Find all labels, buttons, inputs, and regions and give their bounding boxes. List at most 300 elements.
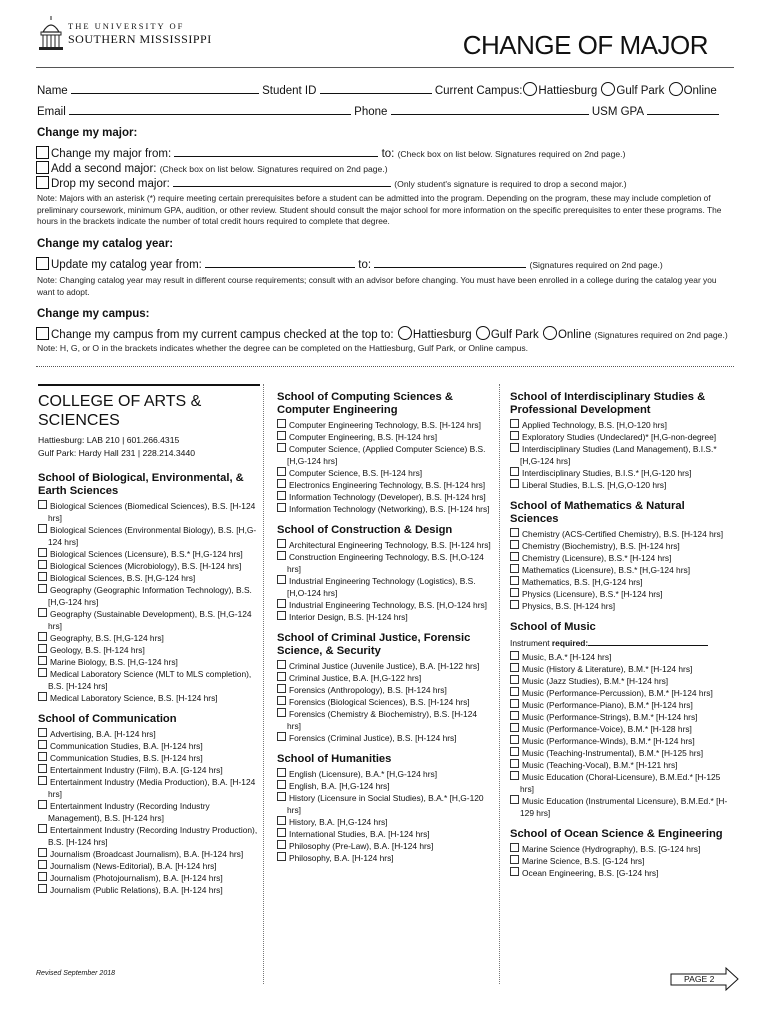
change-major-note: (Check box on list below. Signatures required on 2nd page.) [397,149,626,159]
major-option[interactable] [38,884,260,896]
school-heading: School of Construction & Design [277,524,453,536]
major-option[interactable] [510,552,732,564]
drop-major-field[interactable] [173,176,391,187]
major-option-label: Marine Science (Hydrography), B.S. [G-124 hrs] [522,844,701,854]
major-checkbox[interactable] [38,584,47,593]
major-checkbox[interactable] [277,443,286,452]
drop-major-option [36,176,627,190]
major-option-label: Interdisciplinary Studies (Land Management), B.I.S.* [H,G-124 hrs] [520,444,717,466]
instrument-required-label: required: [551,638,589,648]
major-option-label: Music (History & Literature), B.M.* [H-124 hrs] [522,664,693,674]
major-option-label: Music (Performance-Percussion), B.M.* [H-124 hrs] [522,688,713,698]
major-option-label: Criminal Justice (Juvenile Justice), B.A. [H-122 hrs] [289,661,480,671]
college-column [38,384,260,896]
major-checkbox[interactable] [38,800,47,809]
change-major-label: Change my major from: [51,148,172,160]
major-checkbox[interactable] [277,419,286,428]
major-checkbox[interactable] [277,551,286,560]
major-checkbox[interactable] [38,848,47,857]
major-option[interactable] [277,708,491,732]
major-option[interactable] [38,668,260,692]
major-option[interactable] [510,723,732,735]
major-checkbox[interactable] [277,840,286,849]
revised-date: Revised September 2018 [36,970,115,977]
major-checkbox[interactable] [510,479,519,488]
major-checkbox[interactable] [510,855,519,864]
major-option[interactable] [277,503,491,515]
college-box [38,384,260,460]
major-checkbox[interactable] [510,759,519,768]
major-option[interactable] [510,528,732,540]
major-option[interactable] [510,795,732,819]
major-option-label: Geography, B.S. [H,G-124 hrs] [50,633,164,643]
email-row [37,104,719,118]
major-option-label: Ocean Engineering, B.S. [G-124 hrs] [522,868,659,878]
major-option[interactable] [510,855,732,867]
major-option-label: Music (Performance-Piano), B.M.* [H-124 hrs] [522,700,693,710]
major-option-label: Biological Sciences (Biomedical Sciences), B.S. [H-124 hrs] [48,501,256,523]
major-option[interactable] [277,828,491,840]
major-option-label: Journalism (News-Editorial), B.A. [H-124 hrs] [50,861,217,871]
major-checkbox[interactable] [510,699,519,708]
major-checkbox[interactable] [38,824,47,833]
current-campus-label: Current Campus: [434,85,523,97]
school-heading: School of Interdisciplinary Studies & Professional Development [510,391,706,416]
major-option-label: International Studies, B.A. [H-124 hrs] [289,829,430,839]
major-option-label: Philosophy (Pre-Law), B.A. [H-124 hrs] [289,841,434,851]
major-option-label: Architectural Engineering Technology, B.S. [H-124 hrs] [289,540,491,550]
student-id-field[interactable] [320,83,432,94]
major-option[interactable] [38,548,260,560]
major-checkbox[interactable] [510,419,519,428]
major-option[interactable] [510,431,732,443]
new-campus-online-radio[interactable] [543,326,557,340]
phone-field[interactable] [391,104,589,115]
majors-note: Note: Majors with an asterisk (*) require meeting certain prerequisites before a student can be admitted into the program. Depending on the program, these may include completion of preliminary coursework, minimum GPA, audition, or other review. Student should consult the major school for more information on the specific prerequisites to enter these programs. The hours in the brackets indicate the number of total credit hours required to complete that degree. [37,193,722,226]
college-hattiesburg-contact: Hattiesburg: LAB 210 | 601.266.4315 [38,435,180,445]
major-option[interactable] [277,491,491,503]
major-checkbox[interactable] [277,768,286,777]
major-option-label: Medical Laboratory Science (MLT to MLS completion), B.S. [H-124 hrs] [48,669,252,691]
major-checkbox[interactable] [38,860,47,869]
major-option-label: Entertainment Industry (Media Production), B.A. [H-124 hrs] [48,777,256,799]
major-option[interactable] [510,564,732,576]
major-option[interactable] [38,608,260,632]
major-option-label: Communication Studies, B.S. [H-124 hrs] [50,753,203,763]
major-option[interactable] [38,692,260,704]
major-option-label: Applied Technology, B.S. [H,O-120 hrs] [522,420,667,430]
school-heading: School of Mathematics & Natural Sciences [510,500,685,525]
major-checkbox[interactable] [510,795,519,804]
major-option[interactable] [510,663,732,675]
major-checkbox[interactable] [510,600,519,609]
major-checkbox[interactable] [510,843,519,852]
email-label: Email [37,106,66,118]
add-major-checkbox[interactable] [36,161,49,174]
major-checkbox[interactable] [510,588,519,597]
column-2-schools [277,391,491,864]
major-checkbox[interactable] [277,780,286,789]
major-option-label: Music Education (Choral-Licensure), B.M.Ed.* [H-125 hrs] [520,772,721,794]
college-schools [38,472,260,896]
major-checkbox[interactable] [510,651,519,660]
campus-gulfpark-radio[interactable] [601,82,615,96]
major-checkbox[interactable] [277,599,286,608]
add-major-label: Add a second major: [51,163,157,175]
major-option[interactable] [510,479,732,491]
name-label: Name [37,85,68,97]
major-checkbox[interactable] [277,672,286,681]
major-checkbox[interactable] [510,467,519,476]
major-checkbox[interactable] [277,684,286,693]
major-option-label: Electronics Engineering Technology, B.S. [H-124 hrs] [289,480,486,490]
catalog-to-field[interactable] [374,257,526,268]
major-checkbox[interactable] [510,711,519,720]
new-campus-online-label: Online [557,329,592,341]
major-option[interactable] [277,431,491,443]
new-campus-hattiesburg-radio[interactable] [398,326,412,340]
major-option-label: Computer Science, B.S. [H-124 hrs] [289,468,423,478]
major-option-label: Criminal Justice, B.A. [H,G-122 hrs] [289,673,422,683]
add-major-option [36,161,388,175]
major-checkbox[interactable] [510,552,519,561]
major-option[interactable] [38,800,260,824]
major-option[interactable] [277,852,491,864]
major-option-label: English (Licensure), B.A.* [H,G-124 hrs] [289,769,438,779]
major-checkbox[interactable] [510,723,519,732]
major-checkbox[interactable] [277,696,286,705]
major-option[interactable] [38,848,260,860]
major-option[interactable] [510,600,732,612]
major-option[interactable] [38,644,260,656]
major-option-label: Forensics (Anthropology), B.S. [H-124 hrs] [289,685,447,695]
page-2-label: PAGE 2 [684,974,715,984]
major-checkbox[interactable] [38,776,47,785]
school-heading: School of Criminal Justice, Forensic Science, & Security [277,632,471,657]
schools-column-3 [510,385,732,879]
major-checkbox[interactable] [38,764,47,773]
major-option[interactable] [38,632,260,644]
campus-online-radio[interactable] [669,82,683,96]
major-option[interactable] [38,560,260,572]
major-option-label: Geology, B.S. [H-124 hrs] [50,645,145,655]
major-option[interactable] [277,467,491,479]
major-option-label: Journalism (Public Relations), B.A. [H-124 hrs] [50,885,223,895]
major-option[interactable] [277,840,491,852]
major-option-label: Interdisciplinary Studies, B.I.S.* [H,G-120 hrs] [522,468,692,478]
major-option[interactable] [38,776,260,800]
instrument-field-row [510,636,732,649]
logo-line1: THE UNIVERSITY OF [68,21,185,31]
university-logo [38,14,238,54]
major-option-label: Exploratory Studies (Undeclared)* [H,G-non-degree] [522,432,717,442]
major-option-label: Music (Performance-Strings), B.M.* [H-124 hrs] [522,712,698,722]
major-option[interactable] [277,732,491,744]
major-checkbox[interactable] [38,872,47,881]
campus-online-label: Online [683,85,717,97]
major-checkbox[interactable] [38,668,47,677]
major-option-label: Journalism (Broadcast Journalism), B.A. [H-124 hrs] [50,849,244,859]
major-option-label: Chemistry (Biochemistry), B.S. [H-124 hrs] [522,541,680,551]
logo-line2: SOUTHERN MISSISSIPPI [68,32,212,46]
page-2-link[interactable] [670,966,740,992]
catalog-sig-note: (Signatures required on 2nd page.) [529,260,663,270]
add-major-note: (Check box on list below. Signatures required on 2nd page.) [159,164,388,174]
major-option[interactable] [277,684,491,696]
major-option-label: Physics, B.S. [H-124 hrs] [522,601,616,611]
major-option[interactable] [38,872,260,884]
major-checkbox[interactable] [38,524,47,533]
major-checkbox[interactable] [277,479,286,488]
change-major-option [36,146,625,160]
major-option-label: Information Technology (Networking), B.S. [H-124 hrs] [289,504,490,514]
major-checkbox[interactable] [38,560,47,569]
major-option-label: Biological Sciences (Environmental Biology), B.S. [H,G-124 hrs] [48,525,257,547]
major-option-label: Interior Design, B.S. [H-124 hrs] [289,612,408,622]
major-option-label: History (Licensure in Social Studies), B.A.* [H,G-120 hrs] [287,793,484,815]
major-option-label: Biological Sciences, B.S. [H,G-124 hrs] [50,573,196,583]
catalog-checkbox[interactable] [36,257,49,270]
major-checkbox[interactable] [38,644,47,653]
major-option-label: Liberal Studies, B.L.S. [H,G,O-120 hrs] [522,480,667,490]
new-campus-hattiesburg-label: Hattiesburg [412,329,472,341]
major-option[interactable] [510,576,732,588]
major-checkbox[interactable] [277,828,286,837]
college-gulfpark-contact: Gulf Park: Hardy Hall 231 | 228.214.3440 [38,448,196,458]
major-option[interactable] [277,599,491,611]
major-option[interactable] [277,792,491,816]
major-option-label: Entertainment Industry (Film), B.A. [G-124 hrs] [50,765,223,775]
major-option[interactable] [510,759,732,771]
catalog-label: Update my catalog year from: [51,259,202,271]
major-option[interactable] [38,524,260,548]
new-campus-gulfpark-radio[interactable] [476,326,490,340]
major-option-label: History, B.A. [H,G-124 hrs] [289,817,388,827]
major-checkbox[interactable] [510,771,519,780]
major-option[interactable] [510,867,732,879]
major-checkbox[interactable] [510,576,519,585]
campus-note: Note: H, G, or O in the brackets indicates whether the degree can be completed on the Hattiesburg, Gulf Park, or Online campus. [37,343,529,353]
major-option-label: Information Technology (Developer), B.S. [H-124 hrs] [289,492,486,502]
major-checkbox[interactable] [277,431,286,440]
major-option[interactable] [277,551,491,575]
major-option-label: Forensics (Biological Sciences), B.S. [H-124 hrs] [289,697,470,707]
major-option-label: Forensics (Criminal Justice), B.S. [H-124 hrs] [289,733,457,743]
campus-hattiesburg-radio[interactable] [523,82,537,96]
major-checkbox[interactable] [277,732,286,741]
email-field[interactable] [69,104,351,115]
major-option[interactable] [38,572,260,584]
gpa-field[interactable] [647,104,719,115]
major-checkbox[interactable] [38,740,47,749]
major-option[interactable] [38,860,260,872]
drop-major-label: Drop my second major: [51,178,170,190]
major-option[interactable] [510,467,732,479]
major-option-label: Music (Teaching-Instrumental), B.M.* [H-125 hrs] [522,748,704,758]
major-option-label: Mathematics (Licensure), B.S.* [H,G-124 hrs] [522,565,691,575]
campus-sig-note: (Signatures required on 2nd page.) [594,330,728,340]
phone-label: Phone [354,106,388,118]
major-option[interactable] [510,747,732,759]
major-option[interactable] [277,575,491,599]
major-checkbox[interactable] [510,735,519,744]
major-checkbox[interactable] [277,708,286,717]
major-option[interactable] [510,735,732,747]
major-option[interactable] [38,764,260,776]
major-option[interactable] [510,443,732,467]
major-option[interactable] [277,611,491,623]
major-checkbox[interactable] [510,431,519,440]
major-checkbox[interactable] [38,572,47,581]
major-checkbox[interactable] [38,752,47,761]
catalog-note: Note: Changing catalog year may result in different course requirements; consult with an advisor before changing. You must have been enrolled in a college during the catalog year you want to adopt. [37,275,717,297]
schools-column-2 [277,385,491,864]
catalog-option [36,257,663,271]
major-checkbox[interactable] [510,564,519,573]
major-option-label: Communication Studies, B.A. [H-124 hrs] [50,741,203,751]
major-option[interactable] [38,728,260,740]
major-option[interactable] [38,740,260,752]
name-field[interactable] [71,83,259,94]
major-checkbox[interactable] [277,491,286,500]
major-option-label: Physics (Licensure), B.S.* [H-124 hrs] [522,589,663,599]
major-option[interactable] [38,500,260,524]
name-row [37,82,717,97]
major-checkbox[interactable] [38,608,47,617]
major-option[interactable] [510,711,732,723]
major-option-label: Marine Science, B.S. [G-124 hrs] [522,856,645,866]
major-option-label: Computer Engineering Technology, B.S. [H-124 hrs] [289,420,481,430]
major-option-label: Industrial Engineering Technology (Logistics), B.S. [H,O-124 hrs] [287,576,476,598]
major-checkbox[interactable] [510,443,519,452]
major-option[interactable] [510,540,732,552]
major-option[interactable] [38,584,260,608]
major-option-label: Journalism (Photojournalism), B.A. [H-124 hrs] [50,873,223,883]
major-checkbox[interactable] [277,792,286,801]
major-checkbox[interactable] [277,611,286,620]
student-id-label: Student ID [262,85,317,97]
major-option-label: Forensics (Chemistry & Biochemistry), B.S. [H-124 hrs] [287,709,478,731]
major-checkbox[interactable] [38,728,47,737]
major-option-label: Entertainment Industry (Recording Industry Production), B.S. [H-124 hrs] [48,825,258,847]
major-option[interactable] [510,651,732,663]
major-option-label: Advertising, B.A. [H-124 hrs] [50,729,156,739]
major-checkbox[interactable] [510,867,519,876]
major-checkbox[interactable] [277,816,286,825]
major-option-label: Chemistry (Licensure), B.S.* [H-124 hrs] [522,553,672,563]
major-option-label: Computer Engineering, B.S. [H-124 hrs] [289,432,438,442]
major-checkbox[interactable] [510,663,519,672]
major-option[interactable] [277,443,491,467]
major-option[interactable] [277,539,491,551]
major-checkbox[interactable] [277,852,286,861]
major-option-label: Marine Biology, B.S. [H,G-124 hrs] [50,657,178,667]
school-heading: School of Humanities [277,753,392,765]
major-option-label: Medical Laboratory Science, B.S. [H-124 hrs] [50,693,218,703]
major-option[interactable] [510,419,732,431]
major-option-label: Geography (Geographic Information Technology), B.S. [H,G-124 hrs] [48,585,252,607]
major-checkbox[interactable] [510,675,519,684]
major-option[interactable] [277,479,491,491]
major-checkbox[interactable] [38,500,47,509]
major-option[interactable] [277,816,491,828]
column-divider-2 [499,384,500,984]
major-checkbox[interactable] [277,575,286,584]
major-checkbox[interactable] [38,548,47,557]
major-checkbox[interactable] [277,467,286,476]
major-option[interactable] [277,780,491,792]
catalog-to-label: to: [358,259,372,271]
change-major-checkbox[interactable] [36,146,49,159]
major-option[interactable] [510,699,732,711]
major-option-label: Music (Teaching-Vocal), B.M.* [H-121 hrs] [522,760,678,770]
major-checkbox[interactable] [38,884,47,893]
major-option[interactable] [38,752,260,764]
major-from-field[interactable] [174,146,378,157]
page-title: CHANGE OF MAJOR [462,30,708,60]
major-option[interactable] [277,672,491,684]
major-option-label: Chemistry (ACS-Certified Chemistry), B.S. [H-124 hrs] [522,529,724,539]
major-option-label: Construction Engineering Technology, B.S. [H,O-124 hrs] [287,552,484,574]
major-to-label: to: [381,148,395,160]
campus-gulfpark-label: Gulf Park [616,85,665,97]
major-option[interactable] [38,656,260,668]
header-divider [36,67,734,68]
major-option[interactable] [510,771,732,795]
major-option[interactable] [277,660,491,672]
instrument-field[interactable] [588,636,708,646]
school-heading: School of Computing Sciences & Computer Engineering [277,391,453,416]
major-checkbox[interactable] [510,540,519,549]
major-option[interactable] [510,588,732,600]
major-option[interactable] [277,419,491,431]
major-option[interactable] [510,675,732,687]
major-checkbox[interactable] [510,747,519,756]
major-option[interactable] [277,768,491,780]
catalog-heading: Change my catalog year: [37,238,174,250]
major-option-label: Mathematics, B.S. [H,G-124 hrs] [522,577,643,587]
major-option-label: Computer Science, (Applied Computer Science) B.S. [H,G-124 hrs] [287,444,486,466]
column-3-schools [510,391,732,879]
major-checkbox[interactable] [38,656,47,665]
drop-major-checkbox[interactable] [36,176,49,189]
school-heading: School of Ocean Science & Engineering [510,828,723,840]
major-checkbox[interactable] [38,632,47,641]
major-option[interactable] [510,687,732,699]
major-checkbox[interactable] [510,528,519,537]
major-checkbox[interactable] [277,660,286,669]
major-option-label: Industrial Engineering Technology, B.S. [H,O-124 hrs] [289,600,488,610]
major-checkbox[interactable] [277,539,286,548]
new-campus-gulfpark-label: Gulf Park [490,329,539,341]
dome-logo-icon [38,14,64,52]
campus-checkbox[interactable] [36,327,49,340]
major-option-label: Music Education (Instrumental Licensure), B.M.Ed.* [H-129 hrs] [520,796,728,818]
major-checkbox[interactable] [38,692,47,701]
major-checkbox[interactable] [510,687,519,696]
catalog-from-field[interactable] [205,257,355,268]
campus-hattiesburg-label: Hattiesburg [538,85,598,97]
major-option-label: Biological Sciences (Licensure), B.S.* [H,G-124 hrs] [50,549,243,559]
major-option[interactable] [38,824,260,848]
major-option-label: Biological Sciences (Microbiology), B.S. [H-124 hrs] [50,561,242,571]
section-divider [36,366,734,367]
major-checkbox[interactable] [277,503,286,512]
major-option[interactable] [510,843,732,855]
major-option[interactable] [277,696,491,708]
major-option-label: English, B.A. [H,G-124 hrs] [289,781,390,791]
major-option-label: Music (Jazz Studies), B.M.* [H-124 hrs] [522,676,669,686]
